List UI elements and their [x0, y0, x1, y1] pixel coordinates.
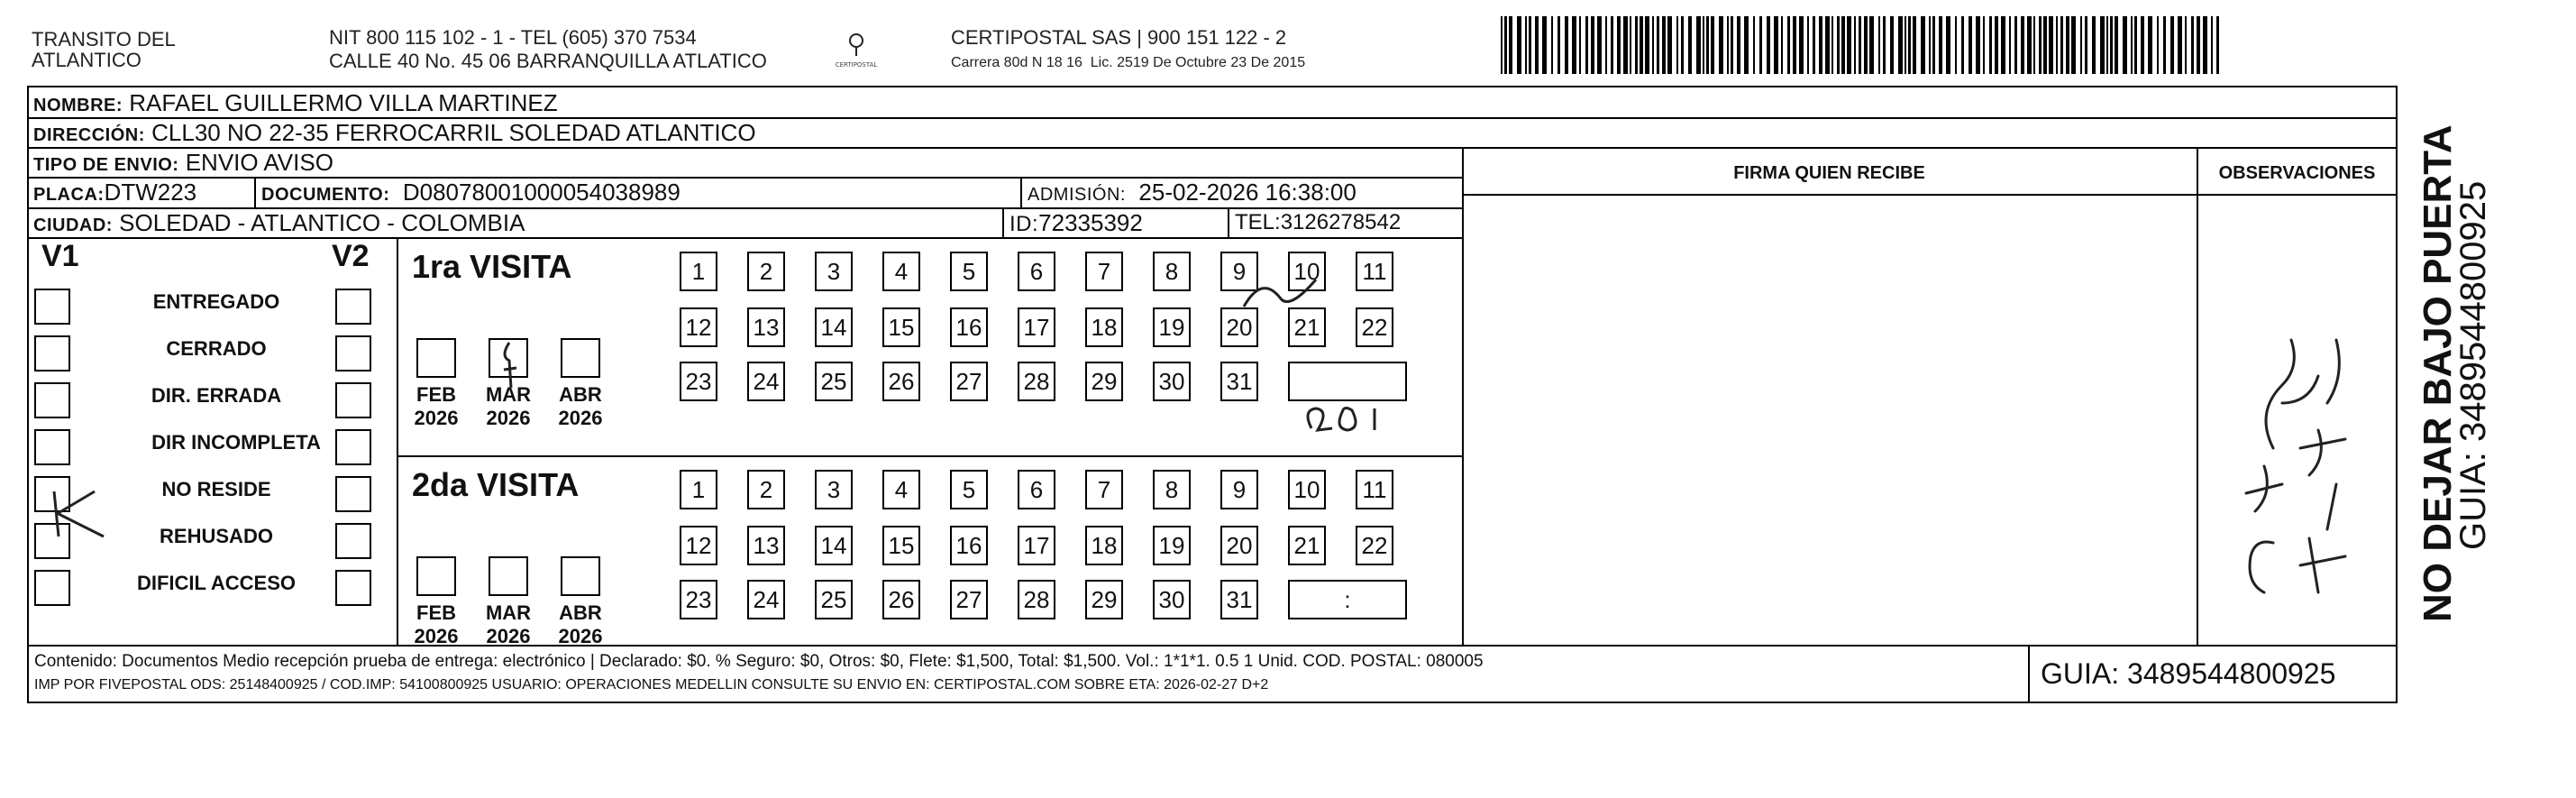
first-visit-day-box[interactable]: 14 [815, 307, 853, 347]
second-visit-day-box[interactable]: 21 [1288, 526, 1326, 565]
second-visit-month-checkbox[interactable] [561, 556, 600, 596]
id-value: 72335392 [1038, 209, 1143, 236]
v1-checkbox[interactable] [34, 382, 70, 418]
barcode-bar [1908, 16, 1911, 74]
barcode-bar [1767, 16, 1770, 74]
documento-value: D08078001000054038989 [402, 179, 681, 206]
month-name: ABR [559, 601, 602, 624]
barcode-bar [1529, 16, 1531, 74]
sender-nit: NIT 800 115 102 - 1 - TEL (605) 370 7534 [329, 26, 697, 49]
barcode-bar [2148, 16, 2152, 74]
barcode-bar [1841, 16, 1845, 74]
status-option-label: DIR INCOMPLETA [151, 431, 321, 454]
barcode-bar [2197, 16, 2200, 74]
barcode-bar [1869, 16, 1874, 74]
courier-name: CERTIPOSTAL SAS | 900 151 122 - 2 [951, 26, 1287, 49]
status-option-label: DIFICIL ACCESO [136, 572, 296, 594]
barcode-bar [2085, 16, 2087, 74]
month-year: 2026 [558, 625, 603, 647]
second-visit-title: 2da VISITA [412, 466, 580, 503]
first-visit-day-box[interactable]: 12 [680, 307, 717, 347]
month-year: 2026 [486, 625, 531, 647]
nombre-value: RAFAEL GUILLERMO VILLA MARTINEZ [129, 89, 558, 116]
first-visit-day-box[interactable]: 30 [1153, 362, 1191, 401]
month-year: 2026 [486, 407, 531, 429]
first-visit-title: 1ra VISITA [412, 248, 572, 285]
handwritten-mark [1235, 271, 1379, 325]
handwritten-observation [2210, 268, 2372, 628]
handwritten-check-no-reside [50, 487, 113, 541]
second-visit-month-label [553, 601, 607, 648]
second-visit-day-box[interactable]: 2 [747, 470, 785, 509]
first-visit-day-box[interactable]: 18 [1085, 307, 1123, 347]
direccion-label: DIRECCIÓN: [33, 125, 145, 145]
v1-checkbox[interactable] [34, 289, 70, 325]
barcode-bar [2185, 16, 2187, 74]
second-visit-day-box[interactable]: 31 [1220, 580, 1258, 619]
barcode-bar [1832, 16, 1833, 74]
v2-checkbox[interactable] [335, 476, 371, 512]
barcode-bar [1535, 16, 1539, 74]
placa-field [33, 179, 196, 208]
barcode-bar [1703, 16, 1704, 74]
observaciones-header: OBSERVACIONES [2218, 163, 2376, 183]
first-visit-day-box[interactable]: 4 [882, 252, 920, 291]
barcode-bar [1585, 16, 1588, 74]
v2-checkbox[interactable] [335, 335, 371, 371]
second-visit-time-box[interactable]: : [1288, 580, 1407, 619]
v1-checkbox[interactable] [34, 335, 70, 371]
second-visit-day-box[interactable]: 14 [815, 526, 853, 565]
second-visit-month-checkbox[interactable] [489, 556, 528, 596]
barcode-bar [2141, 16, 2144, 74]
first-visit-day-box[interactable]: 3 [815, 252, 853, 291]
month-name: ABR [559, 383, 602, 406]
barcode-bar [1662, 16, 1666, 74]
first-visit-day-box[interactable]: 15 [882, 307, 920, 347]
barcode-bar [1731, 16, 1733, 74]
second-visit-day-box[interactable]: 27 [950, 580, 988, 619]
barcode-bar [1774, 16, 1778, 74]
barcode-bar [2163, 16, 2166, 74]
firma-header: FIRMA QUIEN RECIBE [1733, 163, 1925, 183]
first-visit-day-box[interactable]: 24 [747, 362, 785, 401]
barcode-bar [1807, 16, 1809, 74]
barcode-bar [1946, 16, 1950, 74]
handwritten-number [1298, 401, 1424, 437]
side-guia: GUIA: 3489544800925 [2453, 180, 2493, 550]
v2-checkbox[interactable] [335, 523, 371, 559]
barcode-bar [1825, 16, 1830, 74]
month-year: 2026 [414, 625, 459, 647]
placa-label: PLACA: [33, 185, 105, 205]
tipo-envio-field [33, 149, 333, 179]
svg-text:CERTIPOSTAL: CERTIPOSTAL [835, 61, 878, 69]
first-visit-time-box[interactable] [1288, 362, 1407, 401]
barcode-bar [1939, 16, 1942, 74]
barcode-bar [1645, 16, 1649, 74]
barcode-bar [1969, 16, 1972, 74]
status-option-label: DIR. ERRADA [151, 384, 282, 407]
barcode-bar [1961, 16, 1964, 74]
first-visit-day-box[interactable]: 22 [1356, 307, 1393, 347]
v2-checkbox[interactable] [335, 289, 371, 325]
barcode-bar [2191, 16, 2194, 74]
barcode-bar [2115, 16, 2118, 74]
second-visit-day-box[interactable]: 24 [747, 580, 785, 619]
first-visit-day-box[interactable]: 10 [1288, 252, 1326, 291]
first-visit-day-box[interactable]: 9 [1220, 252, 1258, 291]
sender-name-line1: TRANSITO DEL [32, 28, 176, 50]
barcode-bar [1837, 16, 1840, 74]
barcode-bar [1517, 16, 1521, 74]
barcode-bar [1976, 16, 1980, 74]
second-visit-day-box[interactable]: 30 [1153, 580, 1191, 619]
barcode-bar [2216, 16, 2219, 74]
barcode-bar [1579, 16, 1581, 74]
barcode-bar [1676, 16, 1678, 74]
first-visit-month-checkbox[interactable] [561, 338, 600, 378]
barcode-bar [1640, 16, 1643, 74]
month-year: 2026 [558, 407, 603, 429]
barcode-bar [1509, 16, 1512, 74]
month-year: 2026 [414, 407, 459, 429]
first-visit-day-box[interactable]: 13 [747, 307, 785, 347]
admision-field [1028, 179, 1357, 208]
tipo-envio-label: TIPO DE ENVIO: [33, 155, 179, 175]
nombre-field [33, 89, 558, 119]
barcode-bar [2043, 16, 2047, 74]
month-name: FEB [416, 601, 456, 624]
barcode-bar [1787, 16, 1790, 74]
barcode-bar [1630, 16, 1631, 74]
barcode-bar [2134, 16, 2137, 74]
admision-value: 25-02-2026 16:38:00 [1138, 179, 1357, 206]
second-visit-day-box[interactable]: 19 [1153, 526, 1191, 565]
barcode-bar [2100, 16, 2105, 74]
tel-field [1235, 209, 1401, 236]
barcode-bar [1913, 16, 1916, 74]
barcode-bar [1890, 16, 1894, 74]
second-visit-day-box[interactable]: 17 [1018, 526, 1055, 565]
delivery-form [27, 86, 2398, 703]
barcode-bar [2092, 16, 2096, 74]
second-visit-day-box[interactable]: 8 [1153, 470, 1191, 509]
barcode-bar [2021, 16, 2024, 74]
id-label: ID: [1009, 212, 1039, 236]
second-visit-day-box[interactable]: 7 [1085, 470, 1123, 509]
barcode-bar [2080, 16, 2082, 74]
first-visit-day-box[interactable]: 21 [1288, 307, 1326, 347]
first-visit-day-box[interactable]: 29 [1085, 362, 1123, 401]
barcode-bar [1565, 16, 1568, 74]
barcode-bar [1898, 16, 1903, 74]
barcode-bar [1995, 16, 1998, 74]
barcode-bar [1921, 16, 1925, 74]
barcode-bar [1932, 16, 1935, 74]
second-visit-month-label [409, 601, 463, 648]
first-visit-day-box[interactable]: 1 [680, 252, 717, 291]
second-visit-day-box[interactable]: 10 [1288, 470, 1326, 509]
second-visit-day-box[interactable]: 11 [1356, 470, 1393, 509]
barcode-bar [1525, 16, 1527, 74]
v1-checkbox[interactable] [34, 570, 70, 606]
direccion-value: CLL30 NO 22-35 FERROCARRIL SOLEDAD ATLANTICO [151, 119, 756, 146]
courier-address: Carrera 80d N 18 16 Lic. 2519 De Octubre 23 De 2015 [951, 55, 1306, 70]
month-name: FEB [416, 383, 456, 406]
barcode-bar [1542, 16, 1547, 74]
barcode-bar [2170, 16, 2174, 74]
first-visit-day-box[interactable]: 31 [1220, 362, 1258, 401]
barcode-bar [1799, 16, 1804, 74]
barcode-bar [1597, 16, 1602, 74]
ciudad-label: CIUDAD: [33, 216, 113, 235]
second-visit-day-box[interactable]: 29 [1085, 580, 1123, 619]
barcode-bar [2110, 16, 2113, 74]
side-title: NO DEJAR BAJO PUERTA [2416, 124, 2460, 622]
barcode-bar [1504, 16, 1507, 74]
barcode-bar [1737, 16, 1740, 74]
barcode-bar [1744, 16, 1749, 74]
month-name: MAR [485, 383, 532, 406]
barcode-bar [2203, 16, 2207, 74]
first-visit-day-box[interactable]: 19 [1153, 307, 1191, 347]
barcode-bar [1667, 16, 1672, 74]
first-visit-day-box[interactable]: 17 [1018, 307, 1055, 347]
first-visit-day-box[interactable]: 16 [950, 307, 988, 347]
admision-label: ADMISIÓN: [1028, 185, 1126, 205]
first-visit-day-box[interactable]: 23 [680, 362, 717, 401]
barcode-bar [1883, 16, 1886, 74]
barcode-bar [1727, 16, 1729, 74]
first-visit-day-box[interactable]: 6 [1018, 252, 1055, 291]
barcode-bar [1847, 16, 1851, 74]
handwritten-check-mar [491, 338, 527, 392]
first-visit-month-label [553, 383, 607, 430]
second-visit-day-box[interactable]: 20 [1220, 526, 1258, 565]
barcode-bar [2123, 16, 2127, 74]
guia-footer: GUIA: 3489544800925 [2041, 657, 2336, 690]
first-visit-day-box[interactable]: 25 [815, 362, 853, 401]
first-visit-day-box[interactable]: 27 [950, 362, 988, 401]
barcode-bar [1781, 16, 1783, 74]
first-visit-day-box[interactable]: 5 [950, 252, 988, 291]
barcode-bar [1929, 16, 1931, 74]
first-visit-month-checkbox[interactable] [416, 338, 456, 378]
barcode-bar [2009, 16, 2011, 74]
second-visit-day-box[interactable]: 15 [882, 526, 920, 565]
barcode-bar [1557, 16, 1560, 74]
id-field [1009, 209, 1143, 238]
barcode-bar [2071, 16, 2076, 74]
direccion-field [33, 119, 756, 149]
v2-header: V2 [332, 239, 370, 273]
tipo-envio-value: ENVIO AVISO [185, 149, 333, 176]
barcode-bar [1591, 16, 1594, 74]
barcode-bar [1819, 16, 1822, 74]
nombre-label: NOMBRE: [33, 96, 123, 115]
barcode-bar [1955, 16, 1957, 74]
first-visit-day-box[interactable]: 20 [1220, 307, 1258, 347]
barcode-bar [1878, 16, 1880, 74]
first-visit-day-box[interactable]: 26 [882, 362, 920, 401]
barcode-bar [1696, 16, 1701, 74]
barcode-bar [2131, 16, 2133, 74]
status-option-label: NO RESIDE [161, 478, 271, 500]
barcode-bar [2049, 16, 2053, 74]
second-visit-day-box[interactable]: 4 [882, 470, 920, 509]
sender-address: CALLE 40 No. 45 06 BARRANQUILLA ATLATICO [329, 50, 767, 72]
barcode-bar [2106, 16, 2108, 74]
barcode-bar [1905, 16, 1906, 74]
status-option-label: ENTREGADO [152, 290, 280, 313]
placa-value: DTW223 [104, 179, 197, 206]
barcode-bar [1753, 16, 1755, 74]
v1-checkbox[interactable] [34, 429, 70, 465]
ciudad-value: SOLEDAD - ATLANTICO - COLOMBIA [119, 209, 525, 236]
barcode-bar [2039, 16, 2042, 74]
contenido-text: Contenido: Documentos Medio recepción prueba de entrega: electrónico | Declarado: $0. % Seguro: $0, Otros: $0, Flete: $1,500, Total: $1,500. Vol.: 1*1*1. 0.5 1 Unid. COD. POSTAL: 080005 [34, 652, 1484, 671]
tel-value: 3126278542 [1280, 210, 1402, 234]
v2-checkbox[interactable] [335, 570, 371, 606]
barcode-bar [1813, 16, 1815, 74]
barcode-bar [1635, 16, 1638, 74]
barcode [1501, 16, 2222, 74]
barcode-bar [1688, 16, 1692, 74]
first-visit-day-box[interactable]: 2 [747, 252, 785, 291]
barcode-bar [1572, 16, 1576, 74]
second-visit-day-box[interactable]: 28 [1018, 580, 1055, 619]
barcode-bar [1617, 16, 1621, 74]
tel-label: TEL: [1235, 210, 1281, 234]
first-visit-day-box[interactable]: 11 [1356, 252, 1393, 291]
barcode-bar [2027, 16, 2032, 74]
second-visit-day-box[interactable]: 26 [882, 580, 920, 619]
barcode-bar [2033, 16, 2035, 74]
second-visit-day-box[interactable]: 25 [815, 580, 853, 619]
barcode-bar [1611, 16, 1613, 74]
month-name: MAR [485, 601, 532, 624]
second-visit-day-box[interactable]: 5 [950, 470, 988, 509]
second-visit-month-checkbox[interactable] [416, 556, 456, 596]
v1-header: V1 [41, 239, 79, 273]
second-visit-day-box[interactable]: 6 [1018, 470, 1055, 509]
second-visit-month-label [481, 601, 535, 648]
barcode-bar [1719, 16, 1723, 74]
barcode-bar [2056, 16, 2058, 74]
second-visit-day-box[interactable]: 16 [950, 526, 988, 565]
barcode-bar [1759, 16, 1762, 74]
imp-text: IMP POR FIVEPOSTAL ODS: 25148400925 / COD.IMP: 54100800925 USUARIO: OPERACIONES MEDELLIN CONSULTE SU ENVIO EN: CERTIPOSTAL.COM SOBRE ETA: 2026-02-27 D+2 [34, 677, 1269, 693]
barcode-bar [1989, 16, 1992, 74]
barcode-bar [1623, 16, 1628, 74]
second-visit-day-box[interactable]: 1 [680, 470, 717, 509]
barcode-bar [1501, 16, 1503, 74]
second-visit-day-box[interactable]: 9 [1220, 470, 1258, 509]
barcode-bar [2001, 16, 2005, 74]
barcode-bar [1864, 16, 1868, 74]
second-visit-day-box[interactable]: 22 [1356, 526, 1393, 565]
barcode-bar [1605, 16, 1607, 74]
barcode-bar [1681, 16, 1684, 74]
first-visit-day-box[interactable]: 8 [1153, 252, 1191, 291]
barcode-bar [1859, 16, 1861, 74]
barcode-bar [2066, 16, 2069, 74]
barcode-bar [1793, 16, 1796, 74]
barcode-bar [1983, 16, 1985, 74]
second-visit-day-box[interactable]: 23 [680, 580, 717, 619]
v2-checkbox[interactable] [335, 382, 371, 418]
barcode-bar [2178, 16, 2182, 74]
barcode-bar [1854, 16, 1856, 74]
second-visit-day-box[interactable]: 13 [747, 526, 785, 565]
second-visit-day-box[interactable]: 3 [815, 470, 853, 509]
first-visit-day-box[interactable]: 7 [1085, 252, 1123, 291]
second-visit-day-box[interactable]: 12 [680, 526, 717, 565]
ciudad-field [33, 209, 525, 239]
barcode-bar [1711, 16, 1714, 74]
barcode-bar [1657, 16, 1659, 74]
barcode-bar [1652, 16, 1654, 74]
barcode-bar [1551, 16, 1553, 74]
sender-name-line2: ATLANTICO [32, 49, 142, 71]
barcode-bar [2060, 16, 2063, 74]
documento-field [261, 179, 681, 208]
status-option-label: CERRADO [166, 337, 267, 360]
first-visit-day-box[interactable]: 28 [1018, 362, 1055, 401]
status-option-label: REHUSADO [160, 525, 273, 547]
barcode-bar [1706, 16, 1709, 74]
second-visit-day-box[interactable]: 18 [1085, 526, 1123, 565]
barcode-bar [2014, 16, 2017, 74]
first-visit-month-label [409, 383, 463, 430]
documento-label: DOCUMENTO: [261, 185, 390, 205]
courier-logo-icon [834, 27, 879, 72]
barcode-bar [2211, 16, 2213, 74]
barcode-bar [2157, 16, 2159, 74]
